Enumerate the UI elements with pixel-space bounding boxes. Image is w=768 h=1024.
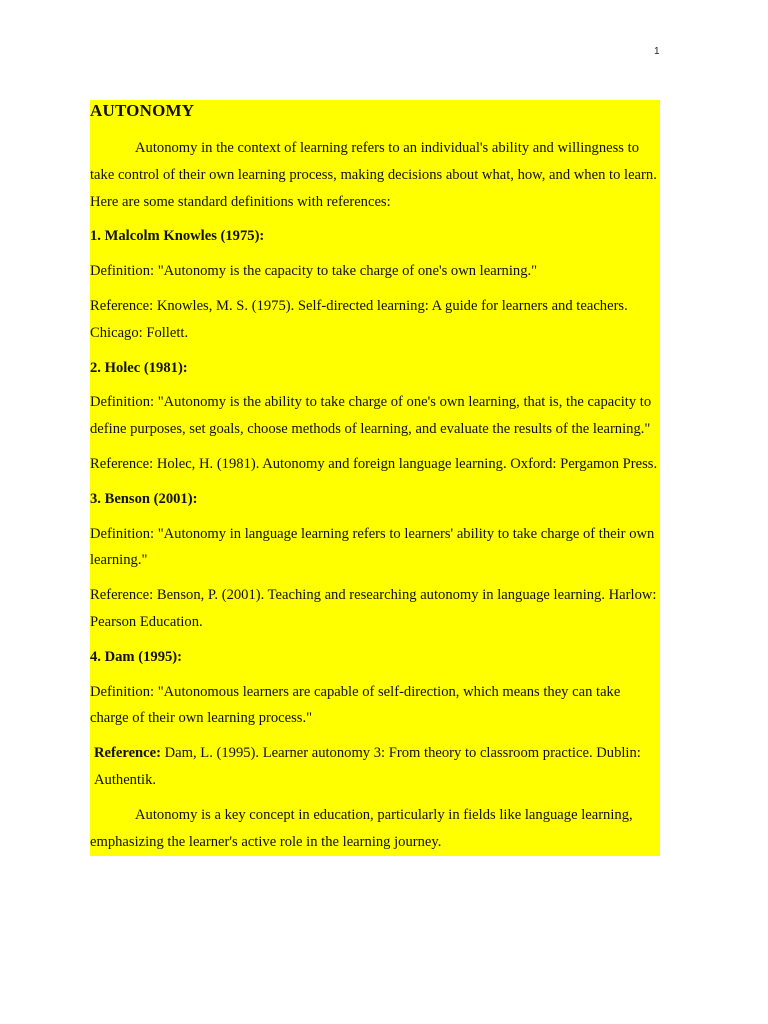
document-body xyxy=(90,100,660,856)
entry-definition-holec: Definition: "Autonomy is the ability to take charge of one's own learning, that is, the capacity to define purposes, set goals, choose methods of learning, and evaluate the results of the learning." xyxy=(90,394,652,438)
entry-definition-dam: Definition: "Autonomous learners are capable of self-direction, which means they can take charge of their own learning process." xyxy=(90,683,621,727)
entry-reference-dam xyxy=(90,740,660,794)
entry-reference-knowles: Reference: Knowles, M. S. (1975). Self-directed learning: A guide for learners and teachers. Chicago: Follett. xyxy=(90,297,628,341)
entry-heading-holec: 2. Holec (1981): xyxy=(90,359,188,376)
entry-definition-benson: Definition: "Autonomy in language learning refers to learners' ability to take charge of their own learning." xyxy=(90,525,655,569)
entry-heading-knowles: 1. Malcolm Knowles (1975): xyxy=(90,228,265,245)
entry-heading-dam: 4. Dam (1995): xyxy=(90,648,183,665)
entry-reference-benson: Reference: Benson, P. (2001). Teaching and researching autonomy in language learning. Harlow: Pearson Education. xyxy=(90,587,657,630)
entry-definition-knowles: Definition: "Autonomy is the capacity to take charge of one's own learning." xyxy=(90,263,538,280)
intro-paragraph: Autonomy in the context of learning refers to an individual's ability and willingness to take control of their own learning process, making decisions about what, how, and when to learn. Here are some standard definitions with references: xyxy=(90,140,657,210)
entry-reference-holec: Reference: Holec, H. (1981). Autonomy and foreign language learning. Oxford: Pergamon Press. xyxy=(90,455,658,472)
entry-heading-benson: 3. Benson (2001): xyxy=(90,490,198,507)
reference-text: Dam, L. (1995). Learner autonomy 3: From theory to classroom practice. Dublin: Authentik. xyxy=(94,745,641,788)
document-title: AUTONOMY xyxy=(90,101,195,120)
reference-label: Reference: xyxy=(94,745,161,762)
page-number: 1 xyxy=(654,46,660,57)
closing-paragraph: Autonomy is a key concept in education, particularly in fields like language learning, emphasizing the learner's active role in the learning journey. xyxy=(90,806,633,850)
